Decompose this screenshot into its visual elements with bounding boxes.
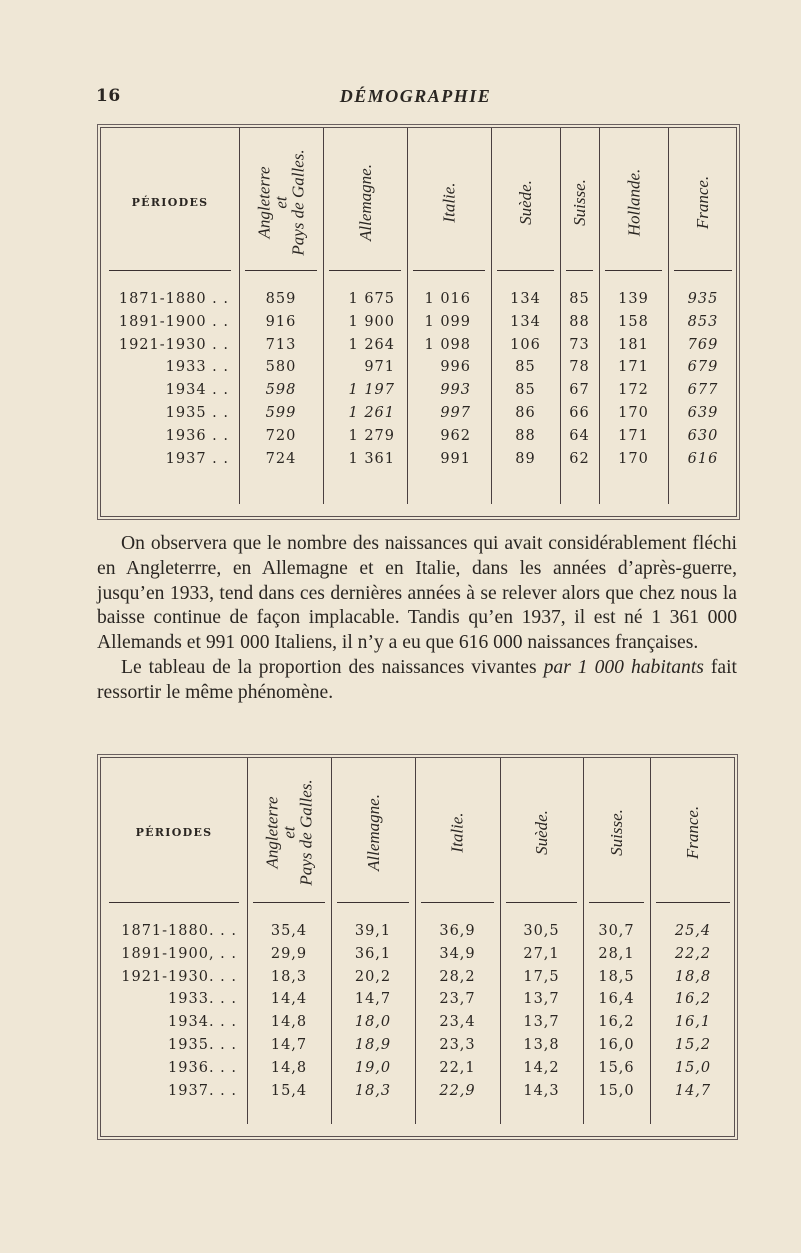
- paragraph-rates-intro: Le tableau de la proportion des naissances vivantes par 1 000 habitants fait ressortir le même phénomène.: [97, 656, 737, 703]
- row-period: 1935 . .: [165, 405, 229, 421]
- table-cell: 106: [510, 336, 541, 353]
- table-cell: 15,6: [598, 1059, 635, 1076]
- emphasis-per-1000: par 1 000 habitants: [543, 656, 704, 678]
- paragraph-births-comparison: On observera que le nombre des naissances qui avait considérablement fléchi en Angleterrre, en Allemagne et en Italie, dans les années d’après-guerre, jusqu’en 1933, tend dans ces dernières années à se relever alors que chez nous la baisse continue de façon implacable. Tandis qu’en 1937, il est né 1 361 000 Allemands et 991 000 Italiens, il n’y a eu que 616 000 naissances françaises.: [97, 533, 737, 654]
- table-cell: 724: [265, 450, 297, 467]
- table-cell: 15,4: [270, 1082, 308, 1099]
- table-cell: 23,7: [439, 991, 476, 1008]
- column-header-france: France.: [683, 805, 703, 859]
- table-cell: 996: [440, 359, 471, 376]
- table-cell: 36,1: [354, 945, 392, 962]
- column-header-allemagne: Allemagne.: [355, 163, 375, 241]
- table-cell: 971: [364, 359, 395, 376]
- table-cell: 14,4: [270, 991, 308, 1008]
- table-cell: 85: [515, 359, 536, 376]
- table-cell: 1 261: [348, 405, 395, 421]
- table-cell: 15,0: [598, 1082, 635, 1099]
- table-cell: 1 675: [348, 291, 395, 307]
- row-period: 1934. . .: [168, 1014, 237, 1031]
- table-cell: 22,9: [439, 1082, 476, 1099]
- column-header-suisse: Suisse.: [607, 808, 626, 856]
- table-cell: 28,2: [439, 968, 476, 985]
- header-rule: [497, 270, 554, 271]
- column-header-suède: Suède.: [516, 179, 535, 225]
- row-period: 1871-1880. . .: [121, 923, 237, 939]
- table-cell: 677: [687, 382, 719, 399]
- table-cell: 85: [515, 382, 536, 399]
- birth-rates-table: [97, 754, 738, 1140]
- row-period: 1935. . .: [168, 1037, 237, 1053]
- table-cell: 78: [569, 359, 590, 376]
- column-header-suède: Suède.: [532, 809, 551, 855]
- row-period: 1934 . .: [165, 382, 229, 399]
- row-period: 1937. . .: [168, 1082, 237, 1099]
- table-cell: 170: [618, 450, 649, 467]
- column-header-italie: Italie.: [439, 181, 459, 223]
- table-cell: 34,9: [439, 945, 476, 962]
- row-period: 1937 . .: [165, 450, 229, 467]
- row-period: 1933 . .: [165, 359, 229, 376]
- births-table: [97, 124, 740, 520]
- table-cell: 22,2: [674, 945, 712, 962]
- commentary-text: [97, 532, 737, 706]
- table-cell: 158: [618, 313, 649, 330]
- table-cell: 171: [618, 427, 649, 444]
- table-cell: 134: [510, 291, 541, 307]
- table-cell: 993: [440, 382, 471, 399]
- table-cell: 1 900: [348, 313, 395, 330]
- header-rule: [413, 270, 485, 271]
- column-header-pays-de-galles: Angleterre et Pays de Galles.: [262, 778, 316, 886]
- table-cell: 14,3: [523, 1082, 560, 1099]
- table-cell: 991: [440, 450, 471, 467]
- header-rule: [421, 902, 494, 903]
- table-cell: 14,8: [270, 1014, 308, 1031]
- header-rule: [109, 270, 231, 271]
- table-cell: 1 098: [424, 336, 471, 353]
- table-cell: 62: [569, 450, 590, 467]
- header-rule: [109, 902, 239, 903]
- table-cell: 18,8: [674, 968, 712, 985]
- row-period: 1871-1880 . .: [118, 291, 229, 307]
- table-cell: 170: [618, 405, 649, 421]
- table-cell: 859: [265, 291, 297, 307]
- table-cell: 28,1: [598, 945, 635, 962]
- table-cell: 16,2: [598, 1014, 635, 1031]
- table-cell: 73: [569, 336, 590, 353]
- table-cell: 13,7: [523, 991, 560, 1008]
- table-cell: 23,3: [439, 1037, 476, 1053]
- table-cell: 639: [687, 405, 719, 421]
- table-cell: 30,7: [598, 923, 635, 939]
- table-cell: 16,0: [598, 1037, 635, 1053]
- column-header-periodes: PÉRIODES: [131, 195, 209, 209]
- table-cell: 66: [569, 405, 590, 421]
- row-period: 1933. . .: [168, 991, 237, 1008]
- table-cell: 15,0: [674, 1059, 712, 1076]
- table-cell: 598: [265, 382, 297, 399]
- row-period: 1936. . .: [168, 1059, 237, 1076]
- column-header-allemagne: Allemagne.: [363, 793, 383, 871]
- table-cell: 85: [569, 291, 590, 307]
- table-cell: 14,7: [674, 1082, 712, 1099]
- row-period: 1921-1930. . .: [121, 968, 237, 985]
- table-cell: 29,9: [270, 945, 308, 962]
- page-number: 16: [96, 86, 121, 106]
- table-cell: 1 016: [424, 291, 471, 307]
- row-period: 1921-1930 . .: [118, 336, 229, 353]
- header-rule: [674, 270, 732, 271]
- table-cell: 14,7: [354, 991, 392, 1008]
- table-cell: 20,2: [354, 968, 392, 985]
- column-header-hollande: Hollande.: [624, 168, 643, 236]
- table-cell: 916: [265, 313, 297, 330]
- table-cell: 67: [569, 382, 590, 399]
- table-cell: 580: [265, 359, 297, 376]
- table-cell: 720: [265, 427, 297, 444]
- header-rule: [329, 270, 401, 271]
- header-rule: [253, 902, 325, 903]
- table-cell: 1 264: [348, 336, 395, 353]
- table-cell: 25,4: [674, 923, 712, 939]
- table-cell: 17,5: [523, 968, 560, 985]
- table-cell: 1 197: [348, 382, 395, 399]
- table-cell: 13,7: [523, 1014, 560, 1031]
- table-cell: 713: [265, 336, 297, 353]
- table-cell: 88: [569, 313, 590, 330]
- table-cell: 18,5: [598, 968, 635, 985]
- row-period: 1936 . .: [165, 427, 229, 444]
- column-header-italie: Italie.: [447, 811, 467, 853]
- table-cell: 14,8: [270, 1059, 308, 1076]
- table-cell: 139: [618, 291, 649, 307]
- table-cell: 16,1: [674, 1014, 712, 1031]
- table-cell: 18,0: [354, 1014, 392, 1031]
- table-cell: 171: [618, 359, 649, 376]
- table-cell: 18,3: [270, 968, 308, 985]
- table-cell: 181: [618, 336, 649, 353]
- table-cell: 134: [510, 313, 541, 330]
- header-rule: [589, 902, 644, 903]
- table-cell: 1 361: [348, 450, 395, 467]
- table-cell: 769: [687, 336, 719, 353]
- row-period: 1891-1900, . .: [121, 945, 237, 962]
- table-cell: 14,7: [270, 1037, 308, 1053]
- header-rule: [605, 270, 662, 271]
- table-cell: 36,9: [439, 923, 476, 939]
- table-cell: 89: [515, 450, 536, 467]
- table-cell: 16,4: [598, 991, 635, 1008]
- table-cell: 22,1: [439, 1059, 476, 1076]
- column-header-periodes: PÉRIODES: [135, 825, 213, 839]
- table-cell: 39,1: [354, 923, 392, 939]
- row-period: 1891-1900 . .: [118, 313, 229, 330]
- table-cell: 13,8: [523, 1037, 560, 1053]
- header-rule: [245, 270, 317, 271]
- table-cell: 853: [687, 313, 719, 330]
- header-rule: [566, 270, 593, 271]
- table-cell: 14,2: [523, 1059, 560, 1076]
- column-header-pays-de-galles: Angleterre et Pays de Galles.: [254, 148, 308, 256]
- header-rule: [656, 902, 730, 903]
- table-cell: 19,0: [354, 1059, 392, 1076]
- table-cell: 1 099: [424, 313, 471, 330]
- table-cell: 630: [687, 427, 719, 444]
- table-cell: 27,1: [523, 945, 560, 962]
- header-rule: [337, 902, 409, 903]
- table-cell: 86: [515, 405, 536, 421]
- table-cell: 599: [265, 405, 297, 421]
- header-rule: [506, 902, 577, 903]
- table-cell: 35,4: [270, 923, 308, 939]
- table-cell: 18,3: [354, 1082, 392, 1099]
- table-cell: 1 279: [348, 427, 395, 444]
- table-cell: 18,9: [354, 1037, 392, 1053]
- table-cell: 15,2: [674, 1037, 712, 1053]
- table-cell: 16,2: [674, 991, 712, 1008]
- running-title: DÉMOGRAPHIE: [339, 86, 492, 106]
- table-cell: 679: [687, 359, 719, 376]
- table-cell: 935: [687, 291, 719, 307]
- table-cell: 997: [440, 405, 471, 421]
- table-cell: 172: [618, 382, 649, 399]
- table-cell: 88: [515, 427, 536, 444]
- table-cell: 962: [440, 427, 471, 444]
- table-cell: 30,5: [523, 923, 560, 939]
- column-header-suisse: Suisse.: [570, 178, 589, 226]
- table-cell: 616: [687, 450, 719, 467]
- table-cell: 64: [569, 427, 590, 444]
- column-header-france: France.: [693, 175, 713, 229]
- table-cell: 23,4: [439, 1014, 476, 1031]
